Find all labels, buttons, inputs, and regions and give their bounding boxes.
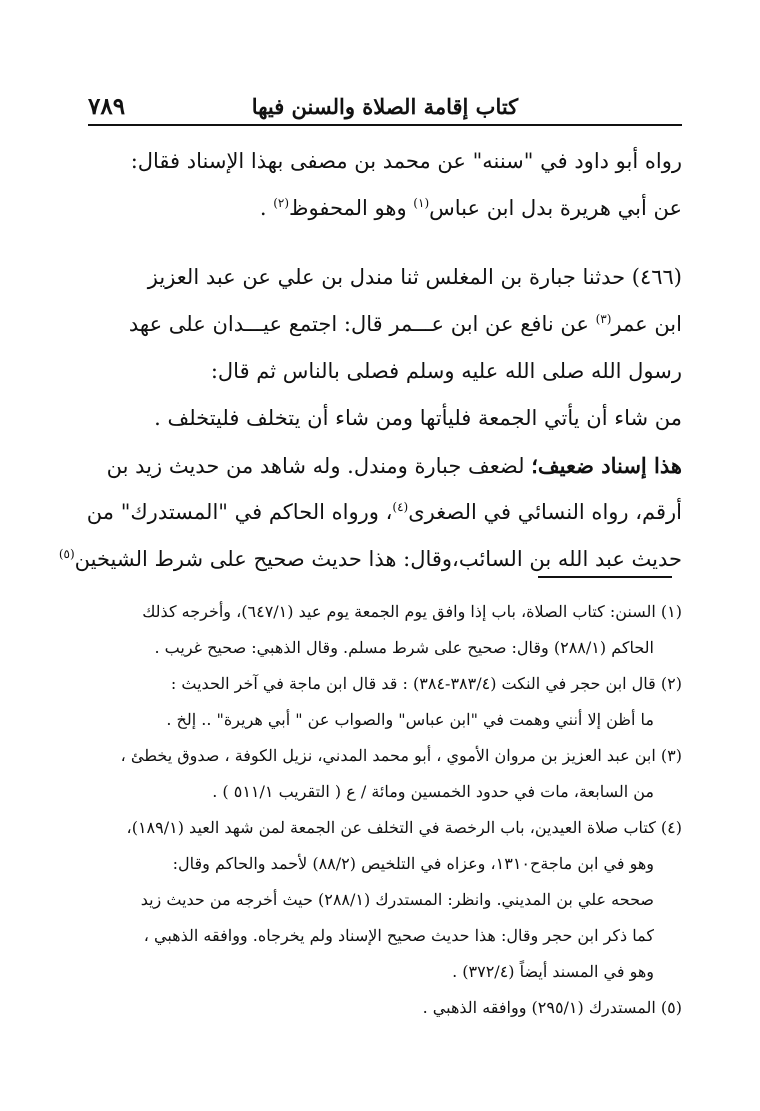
text-run: عن أبي هريرة بدل ابن عباس bbox=[429, 196, 682, 220]
footnote-5 bbox=[70, 990, 682, 1026]
footnote-line: (٤) كتاب صلاة العيدين، باب الرخصة في التخلف عن الجمعة لمن شهد العيد (١٨٩/١)، bbox=[126, 818, 682, 837]
text-line bbox=[88, 301, 682, 348]
footnote-ref: (٤) bbox=[392, 500, 409, 514]
text-line: من شاء أن يأتي الجمعة فليأتها ومن شاء أن يتخلف فليتخلف . bbox=[154, 406, 682, 430]
footnote-ref: (١) bbox=[413, 196, 430, 210]
text-run: وهو المحفوظ bbox=[289, 196, 414, 220]
header-rule bbox=[88, 124, 682, 126]
footnote-line: (٢) قال ابن حجر في النكت (٣٨٣/٤-٣٨٤) : قد قال ابن ماجة في آخر الحديث : bbox=[170, 674, 682, 693]
running-title: كتاب إقامة الصلاة والسنن فيها bbox=[251, 94, 519, 119]
footnote-line: وهو في المسند أيضاً (٣٧٢/٤) . bbox=[452, 962, 654, 981]
footnotes bbox=[70, 594, 682, 1026]
footnote-line: وهو في ابن ماجةح١٣١٠، وعزاه في التلخيص (٨٨/٢) لأحمد والحاكم وقال: bbox=[172, 854, 654, 873]
footnote-line: الحاكم (٢٨٨/١) وقال: صحيح على شرط مسلم. وقال الذهبي: صحيح غريب . bbox=[154, 638, 654, 657]
page-header bbox=[88, 92, 682, 126]
text-line bbox=[88, 489, 682, 536]
footnote-line: كما ذكر ابن حجر وقال: هذا حديث صحيح الإسناد ولم يخرجاه. ووافقه الذهبي ، bbox=[143, 926, 654, 945]
text-run: . bbox=[259, 196, 274, 220]
footnote-line: (٥) المستدرك (٢٩٥/١) ووافقه الذهبي . bbox=[422, 998, 682, 1017]
text-run: عن نافع عن ابن عـــمر قال: اجتمع عيـــدان على عهد bbox=[128, 312, 596, 336]
footnote-line: (٣) ابن عبد العزيز بن مروان الأموي ، أبو محمد المدني، نزيل الكوفة ، صدوق يخطئ ، bbox=[120, 746, 682, 765]
footnote-rule bbox=[538, 576, 672, 578]
text-line: (٤٦٦) حدثنا جبارة بن المغلس ثنا مندل بن علي عن عبد العزيز bbox=[147, 265, 682, 289]
footnote-3 bbox=[70, 738, 682, 810]
text-line: رواه أبو داود في "سننه" عن محمد بن مصفى بهذا الإسناد فقال: bbox=[130, 149, 682, 173]
text-line: رسول الله صلى الله عليه وسلم فصلى بالناس ثم قال: bbox=[210, 359, 682, 383]
footnote-line: (١) السنن: كتاب الصلاة، باب إذا وافق يوم الجمعة يوم عيد (٦٤٧/١)، وأخرجه كذلك bbox=[142, 602, 682, 621]
main-text bbox=[58, 138, 682, 583]
text-run: ، ورواه الحاكم في "المستدرك" من bbox=[86, 500, 393, 524]
text-run: لضعف جبارة ومندل. وله شاهد من حديث زيد بن bbox=[106, 454, 532, 478]
footnote-ref: (٥) bbox=[58, 547, 75, 561]
text-run: ابن عمر bbox=[611, 312, 682, 336]
text-line bbox=[88, 185, 682, 232]
footnote-1 bbox=[70, 594, 682, 666]
text-run: حديث عبد الله بن السائب،وقال: هذا حديث صحيح على شرط الشيخين bbox=[74, 547, 682, 571]
bold-phrase: هذا إسناد ضعيف؛ bbox=[531, 453, 682, 478]
footnote-line: صححه علي بن المديني. وانظر: المستدرك (٢٨٨/١) حيث أخرجه من حديث زيد bbox=[140, 890, 654, 909]
footnote-ref: (٣) bbox=[595, 312, 612, 326]
footnote-4 bbox=[70, 810, 682, 990]
footnote-line: من السابعة، مات في حدود الخمسين ومائة / ع ( التقريب ٥١١/١ ) . bbox=[212, 782, 654, 801]
page-number: ٧٨٩ bbox=[88, 93, 126, 120]
text-line bbox=[88, 442, 682, 489]
text-run: أرقم، رواه النسائي في الصغرى bbox=[408, 500, 682, 524]
footnote-2 bbox=[70, 666, 682, 738]
footnote-ref: (٢) bbox=[273, 196, 290, 210]
footnote-line: ما أظن إلا أنني وهمت في "ابن عباس" والصواب عن " أبي هريرة" .. إلخ . bbox=[166, 710, 654, 729]
